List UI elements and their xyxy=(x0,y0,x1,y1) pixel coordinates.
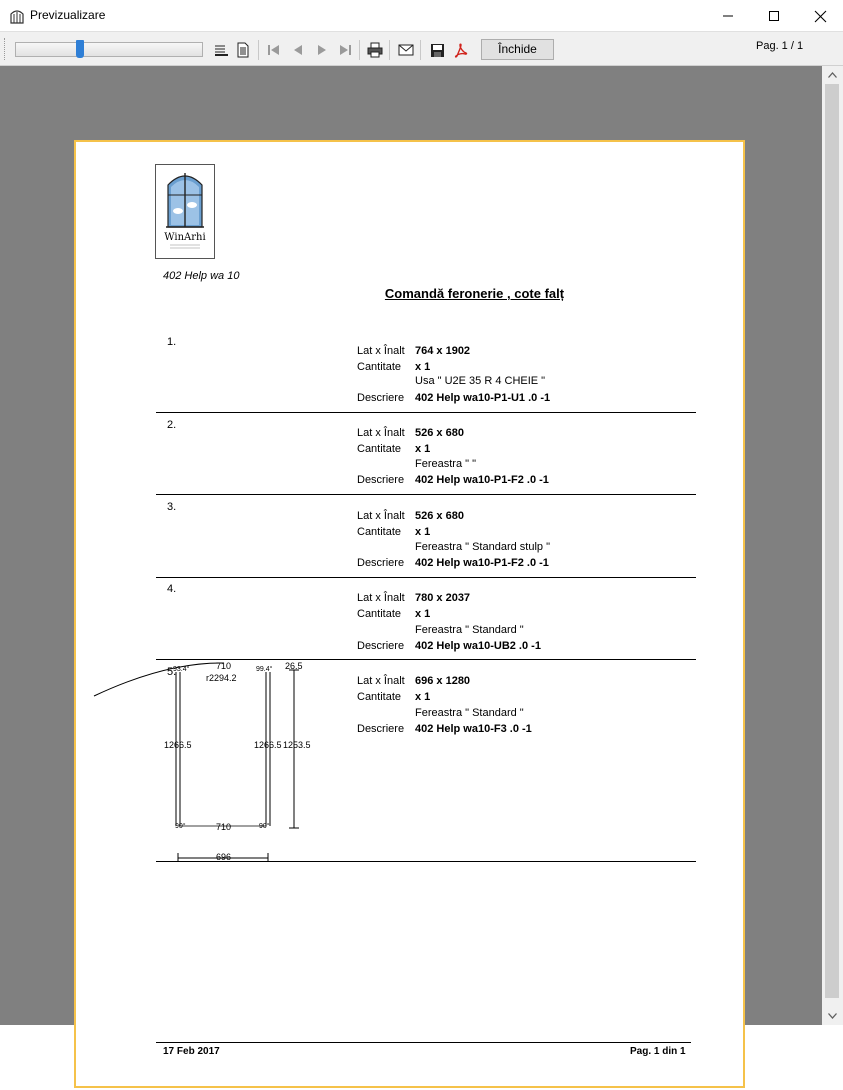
page-width-button[interactable] xyxy=(212,41,230,59)
top-width-label: 710 xyxy=(216,661,232,671)
right-dim-label: 26.5 xyxy=(285,661,303,671)
last-page-icon xyxy=(338,44,352,56)
scroll-up-button[interactable] xyxy=(822,66,843,83)
quantity-label: Cantitate xyxy=(357,526,402,538)
quantity-label: Cantitate xyxy=(357,691,402,703)
right-height-label: 1253.5 xyxy=(283,740,311,750)
export-pdf-button[interactable] xyxy=(452,41,470,59)
description-label: Descriere xyxy=(357,392,405,404)
quantity-value: x 1 xyxy=(415,443,431,455)
size-label: Lat x Înalt xyxy=(357,592,405,604)
preview-area[interactable] xyxy=(0,66,822,1057)
overall-width-label: 696 xyxy=(216,852,232,862)
quantity-label: Cantitate xyxy=(357,443,402,455)
minimize-icon xyxy=(723,11,733,21)
description-value: 402 Help wa10-P1-F2 .0 -1 xyxy=(415,474,549,486)
close-preview-button[interactable]: Închide xyxy=(481,39,554,60)
size-label: Lat x Înalt xyxy=(357,510,405,522)
toolbar-separator xyxy=(359,40,360,60)
size-value: 526 x 680 xyxy=(415,510,464,522)
window-title: Previzualizare xyxy=(30,8,106,22)
save-button[interactable] xyxy=(428,41,446,59)
printer-icon xyxy=(367,42,383,58)
next-page-button[interactable] xyxy=(313,41,331,59)
toolbar-separator xyxy=(258,40,259,60)
scroll-down-button[interactable] xyxy=(822,1007,843,1024)
inner-height-label: 1266.5 xyxy=(254,740,282,750)
zoom-slider[interactable] xyxy=(15,42,203,57)
size-value: 526 x 680 xyxy=(415,427,464,439)
toolbar xyxy=(0,32,843,66)
document-title: Comandă feronerie , cote falț xyxy=(384,286,565,301)
angle-top-left-label: 93.4° xyxy=(173,666,190,673)
maximize-button[interactable] xyxy=(751,0,797,32)
angle-top-right-label: 99.4° xyxy=(256,666,273,673)
angle-bottom-left-label: 90° xyxy=(175,823,186,830)
first-page-button[interactable] xyxy=(265,41,283,59)
email-button[interactable] xyxy=(397,41,415,59)
quantity-value: x 1 xyxy=(415,691,431,703)
size-value: 764 x 1902 xyxy=(415,345,471,357)
radius-label: r2294.2 xyxy=(206,673,237,683)
item-type: Fereastra " Standard " xyxy=(415,707,524,719)
toolbar-separator xyxy=(389,40,390,60)
item-type: Fereastra " Standard stulp " xyxy=(415,541,550,553)
footer-divider xyxy=(156,1042,691,1043)
toolbar-separator xyxy=(420,40,421,60)
next-page-icon xyxy=(316,44,328,56)
vertical-scrollbar[interactable] xyxy=(822,66,843,1025)
previous-page-icon xyxy=(292,44,304,56)
envelope-icon xyxy=(398,44,414,56)
quantity-label: Cantitate xyxy=(357,608,402,620)
page-width-icon xyxy=(213,43,229,57)
last-page-button[interactable] xyxy=(336,41,354,59)
maximize-icon xyxy=(769,11,779,21)
quantity-value: x 1 xyxy=(415,608,431,620)
angle-bottom-right-label: 90° xyxy=(259,823,270,830)
document-icon xyxy=(236,42,250,58)
close-window-button[interactable] xyxy=(797,0,843,32)
description-label: Descriere xyxy=(357,640,405,652)
app-icon xyxy=(10,8,24,24)
item-number: 2. xyxy=(167,419,177,431)
description-label: Descriere xyxy=(357,723,405,735)
quantity-value: x 1 xyxy=(415,361,431,373)
size-value: 696 x 1280 xyxy=(415,675,471,687)
print-button[interactable] xyxy=(366,41,384,59)
page-counter: Pag. 1 / 1 xyxy=(756,40,804,52)
window-dimension-drawing xyxy=(76,142,747,1090)
footer-date: 17 Feb 2017 xyxy=(163,1046,220,1057)
description-label: Descriere xyxy=(357,557,405,569)
description-value: 402 Help wa10-P1-F2 .0 -1 xyxy=(415,557,549,569)
chevron-down-icon xyxy=(828,1013,837,1019)
item-number: 4. xyxy=(167,583,177,595)
size-label: Lat x Înalt xyxy=(357,427,405,439)
description-value: 402 Help wa10-P1-U1 .0 -1 xyxy=(415,392,551,404)
report-page xyxy=(74,140,745,1088)
size-label: Lat x Înalt xyxy=(357,345,405,357)
item-number: 5. xyxy=(167,666,177,678)
footer-page-number: Pag. 1 din 1 xyxy=(630,1046,686,1057)
item-type: Fereastra " Standard " xyxy=(415,624,524,636)
arc-line xyxy=(94,663,224,696)
pdf-icon xyxy=(454,43,468,58)
whole-page-button[interactable] xyxy=(234,41,252,59)
save-icon xyxy=(430,43,445,58)
size-value: 780 x 2037 xyxy=(415,592,471,604)
description-value: 402 Help wa10-UB2 .0 -1 xyxy=(415,640,541,652)
first-page-icon xyxy=(267,44,281,56)
bottom-width-label: 710 xyxy=(216,822,232,832)
description-label: Descriere xyxy=(357,474,405,486)
scrollbar-thumb[interactable] xyxy=(825,84,839,998)
item-type: Fereastra " " xyxy=(415,458,476,470)
title-bar xyxy=(0,0,843,32)
quantity-value: x 1 xyxy=(415,526,431,538)
left-height-label: 1266.5 xyxy=(164,740,192,750)
previous-page-button[interactable] xyxy=(289,41,307,59)
close-icon xyxy=(815,11,826,22)
logo-text: WinArhi xyxy=(164,232,206,243)
item-number: 1. xyxy=(167,336,177,348)
item-type: Usa " U2E 35 R 4 CHEIE " xyxy=(415,375,546,387)
chevron-up-icon xyxy=(828,72,837,78)
minimize-button[interactable] xyxy=(705,0,751,32)
zoom-slider-thumb[interactable] xyxy=(76,40,84,58)
quantity-label: Cantitate xyxy=(357,361,402,373)
description-value: 402 Help wa10-F3 .0 -1 xyxy=(415,723,532,735)
project-caption: 402 Help wa 10 xyxy=(163,270,240,282)
item-number: 3. xyxy=(167,501,177,513)
size-label: Lat x Înalt xyxy=(357,675,405,687)
toolbar-grip[interactable] xyxy=(4,38,7,60)
